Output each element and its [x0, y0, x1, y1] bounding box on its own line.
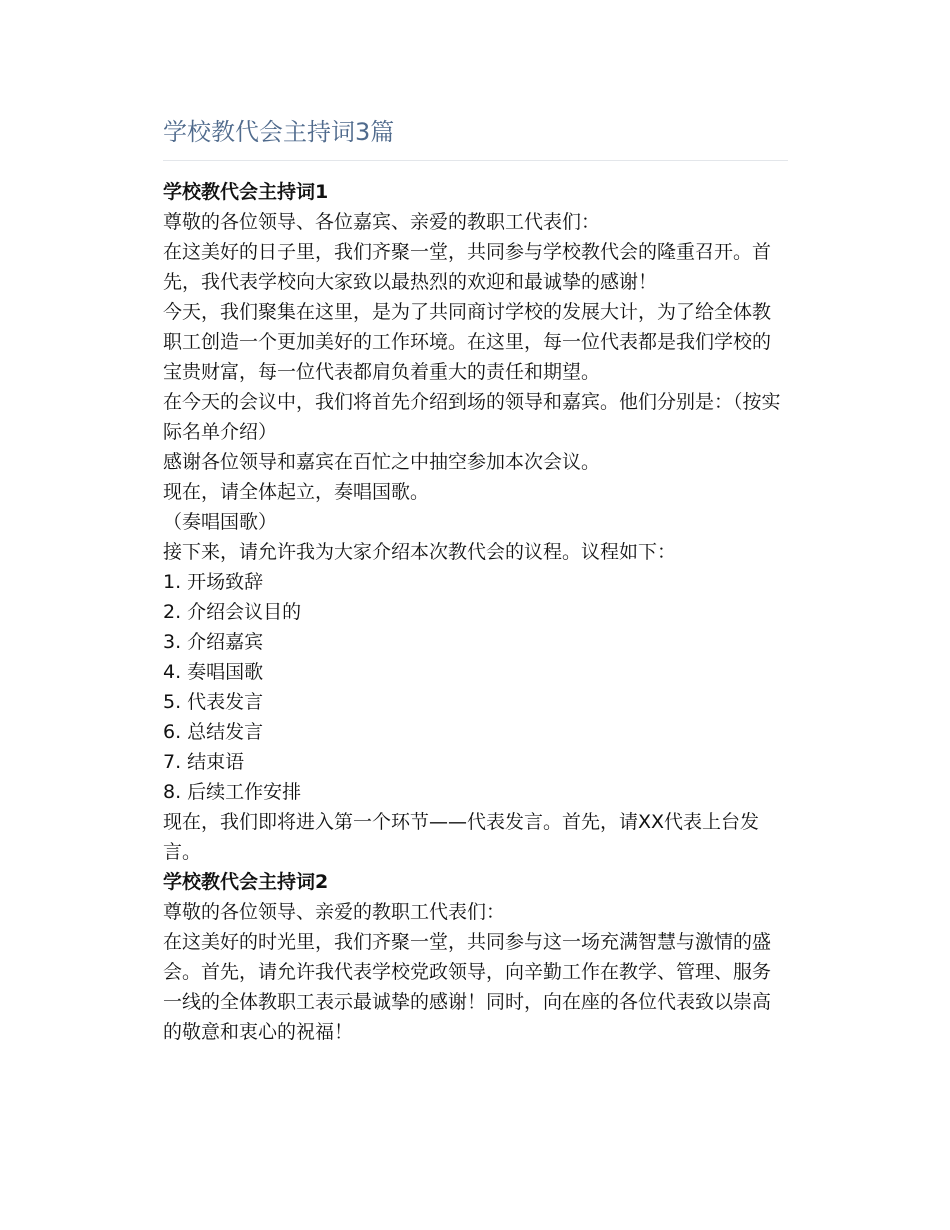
paragraph: 在这美好的时光里，我们齐聚一堂，共同参与这一场充满智慧与激情的盛会。首先，请允许我代表学校党政领导，向辛勤工作在教学、管理、服务一线的全体教职工表示最诚挚的感谢！同时，向在座的各位代表致以崇高的敬意和衷心的祝福！ [163, 931, 772, 1043]
paragraph: 接下来，请允许我为大家介绍本次教代会的议程。议程如下： [163, 541, 677, 563]
agenda-item: 6. 总结发言 [163, 721, 264, 743]
salutation: 尊敬的各位领导、亲爱的教职工代表们： [163, 901, 506, 923]
paragraph: 在这美好的日子里，我们齐聚一堂，共同参与学校教代会的隆重召开。首先，我代表学校向大家致以最热烈的欢迎和最诚挚的感谢！ [163, 241, 772, 293]
salutation: 尊敬的各位领导、各位嘉宾、亲爱的教职工代表们： [163, 211, 601, 233]
paragraph: 现在，请全体起立，奏唱国歌。 [163, 481, 430, 503]
section-heading: 学校教代会主持词2 [163, 871, 329, 893]
agenda-item: 2. 介绍会议目的 [163, 601, 302, 623]
agenda-item: 7. 结束语 [163, 751, 245, 773]
agenda-item: 4. 奏唱国歌 [163, 661, 264, 683]
paragraph: 在今天的会议中，我们将首先介绍到场的领导和嘉宾。他们分别是：（按实际名单介绍） [163, 391, 781, 443]
paragraph: 现在，我们即将进入第一个环节——代表发言。首先，请XX代表上台发言。 [163, 811, 760, 863]
agenda-item: 1. 开场致辞 [163, 571, 264, 593]
agenda-item: 8. 后续工作安排 [163, 781, 302, 803]
paragraph: （奏唱国歌） [163, 511, 278, 533]
section-2 [163, 867, 788, 1047]
paragraph: 今天，我们聚集在这里，是为了共同商讨学校的发展大计，为了给全体教职工创造一个更加美好的工作环境。在这里，每一位代表都是我们学校的宝贵财富，每一位代表都肩负着重大的责任和期望。 [163, 301, 772, 383]
document-title: 学校教代会主持词3篇 [163, 112, 788, 161]
agenda-item: 3. 介绍嘉宾 [163, 631, 264, 653]
section-heading: 学校教代会主持词1 [163, 181, 329, 203]
agenda-item: 5. 代表发言 [163, 691, 264, 713]
section-1 [163, 177, 788, 867]
document-page [163, 112, 788, 1047]
paragraph: 感谢各位领导和嘉宾在百忙之中抽空参加本次会议。 [163, 451, 601, 473]
document-body [163, 177, 788, 1047]
